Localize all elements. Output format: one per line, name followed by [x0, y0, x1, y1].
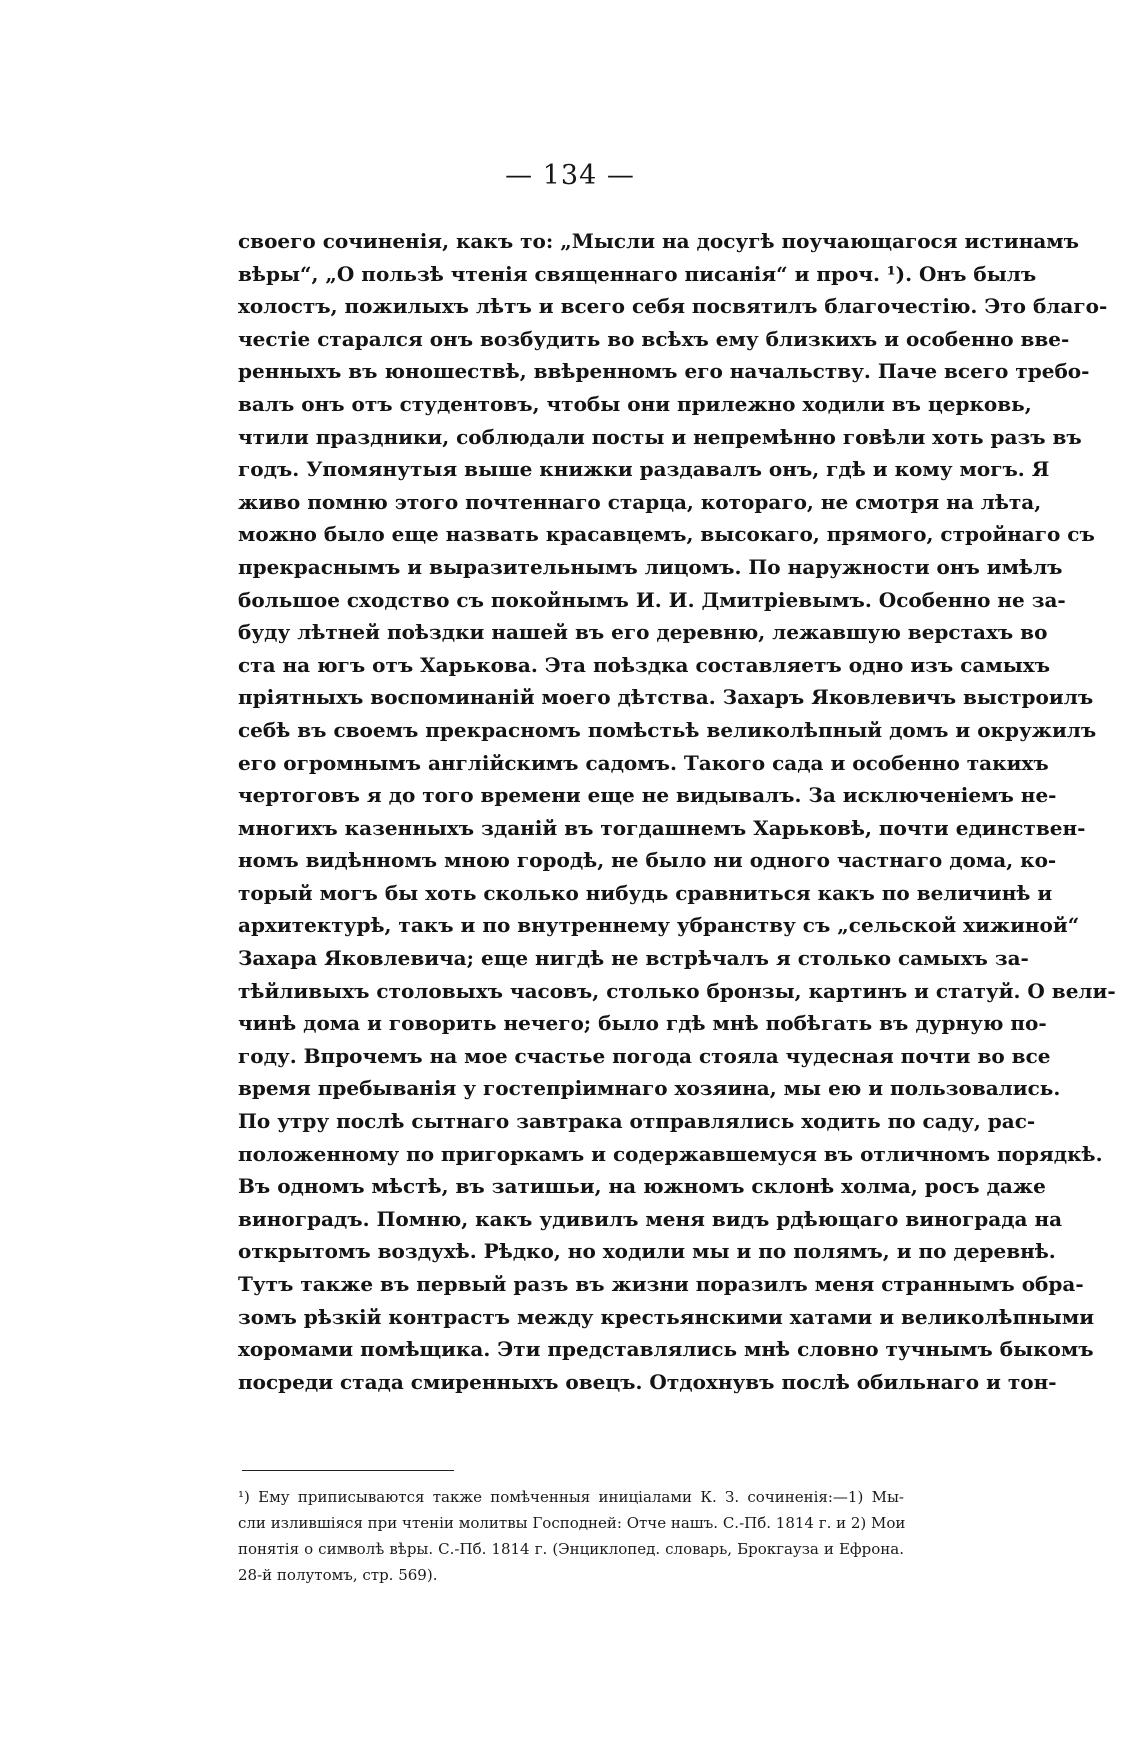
- text-line: положенному по пригоркамъ и содержавшемуся въ отличномъ порядкѣ.: [238, 1141, 1103, 1166]
- footnote-line: сли излившіяся при чтеніи молитвы Господней: Отче нашъ. С.-Пб. 1814 г. и 2) Мои: [238, 1514, 906, 1532]
- text-line: холостъ, пожилыхъ лѣтъ и всего себя посвятилъ благочестію. Это благо-: [238, 294, 1108, 319]
- text-line: зомъ рѣзкій контрастъ между крестьянскими хатами и великолѣпными: [238, 1304, 1095, 1329]
- text-line: чтили праздники, соблюдали посты и непремѣнно говѣли хоть разъ въ: [238, 424, 1082, 449]
- text-line: чертоговъ я до того времени еще не видывалъ. За исключеніемъ не-: [238, 783, 1057, 808]
- footnote-divider: [242, 1470, 454, 1471]
- text-line: архитектурѣ, такъ и по внутреннему убранству съ „сельской хижиной“: [238, 913, 1080, 938]
- text-line: Захара Яковлевича; еще нигдѣ не встрѣчалъ я столько самыхъ за-: [238, 946, 1029, 971]
- text-line: своего сочиненія, какъ то: „Мысли на досугѣ поучающагося истинамъ: [238, 229, 1080, 253]
- text-line: номъ видѣнномъ мною городѣ, не было ни одного частнаго дома, ко-: [238, 848, 1057, 873]
- footnote-line: понятія о символѣ вѣры. С.-Пб. 1814 г. (Энциклопед. словарь, Брокгауза и Ефрона.: [238, 1540, 904, 1558]
- page-number: — 134 —: [505, 160, 635, 191]
- main-text-block: [238, 225, 1116, 1398]
- text-line: тѣйливыхъ столовыхъ часовъ, столько бронзы, картинъ и статуй. О вели-: [238, 978, 1116, 1003]
- footnote-line: 28-й полутомъ, стр. 569).: [238, 1566, 438, 1584]
- text-line: Въ одномъ мѣстѣ, въ затишьи, на южномъ склонѣ холма, росъ даже: [238, 1174, 1046, 1199]
- text-line: многихъ казенныхъ зданій въ тогдашнемъ Харьковѣ, почти единствен-: [238, 815, 1086, 840]
- text-line: честіе старался онъ возбудить во всѣхъ ему близкихъ и особенно вве-: [238, 326, 1070, 351]
- text-line: Тутъ также въ первый разъ въ жизни поразилъ меня страннымъ обра-: [238, 1272, 1084, 1296]
- text-line: буду лѣтней поѣздки нашей въ его деревню, лежавшую верстахъ во: [238, 620, 1048, 645]
- text-line: вѣры“, „О пользѣ чтенія священнаго писанія“ и проч. ¹). Онъ былъ: [238, 261, 1037, 286]
- text-line: живо помню этого почтеннаго старца, котораго, не смотря на лѣта,: [238, 489, 1042, 514]
- text-line: хоромами помѣщика. Эти представлялись мнѣ словно тучнымъ быкомъ: [238, 1337, 1094, 1362]
- text-line: его огромнымъ англійскимъ садомъ. Такого сада и особенно такихъ: [238, 750, 1049, 775]
- text-line: годъ. Упомянутыя выше книжки раздавалъ онъ, гдѣ и кому могъ. Я: [238, 457, 1050, 482]
- footnote-block: [238, 1484, 904, 1588]
- text-line: посреди стада смиренныхъ овецъ. Отдохнувъ послѣ обильнаго и тон-: [238, 1369, 1057, 1394]
- text-line: году. Впрочемъ на мое счастье погода стояла чудесная почти во все: [238, 1043, 1051, 1068]
- text-line: ренныхъ въ юношествѣ, ввѣренномъ его начальству. Паче всего требо-: [238, 359, 1090, 384]
- text-line: себѣ въ своемъ прекрасномъ помѣстьѣ великолѣпный домъ и окружилъ: [238, 717, 1097, 742]
- text-line: валъ онъ отъ студентовъ, чтобы они прилежно ходили въ церковь,: [238, 391, 1032, 416]
- text-line: По утру послѣ сытнаго завтрака отправлялись ходить по саду, рас-: [238, 1109, 1036, 1134]
- text-line: виноградъ. Помню, какъ удивилъ меня видъ рдѣющаго винограда на: [238, 1206, 1063, 1231]
- text-line: ста на югъ отъ Харькова. Эта поѣздка составляетъ одно изъ самыхъ: [238, 652, 1051, 677]
- footnote-line: ¹) Ему приписываются также помѣченныя иниціалами К. З. сочиненія:—1) Мы-: [238, 1488, 904, 1506]
- text-line: можно было еще назвать красавцемъ, высокаго, прямого, стройнаго съ: [238, 522, 1095, 547]
- text-line: время пребыванія у гостепріимнаго хозяина, мы ею и пользовались.: [238, 1076, 1061, 1101]
- text-line: прекраснымъ и выразительнымъ лицомъ. По наружности онъ имѣлъ: [238, 554, 1063, 579]
- text-line: пріятныхъ воспоминаній моего дѣтства. Захаръ Яковлевичъ выстроилъ: [238, 685, 1094, 710]
- text-line: большое сходство съ покойнымъ И. И. Дмитріевымъ. Особенно не за-: [238, 587, 1066, 612]
- text-line: чинѣ дома и говорить нечего; было гдѣ мнѣ побѣгать въ дурную по-: [238, 1011, 1047, 1036]
- text-line: открытомъ воздухѣ. Рѣдко, но ходили мы и по полямъ, и по деревнѣ.: [238, 1239, 1056, 1264]
- text-line: торый могъ бы хоть сколько нибудь сравниться какъ по величинѣ и: [238, 880, 1053, 905]
